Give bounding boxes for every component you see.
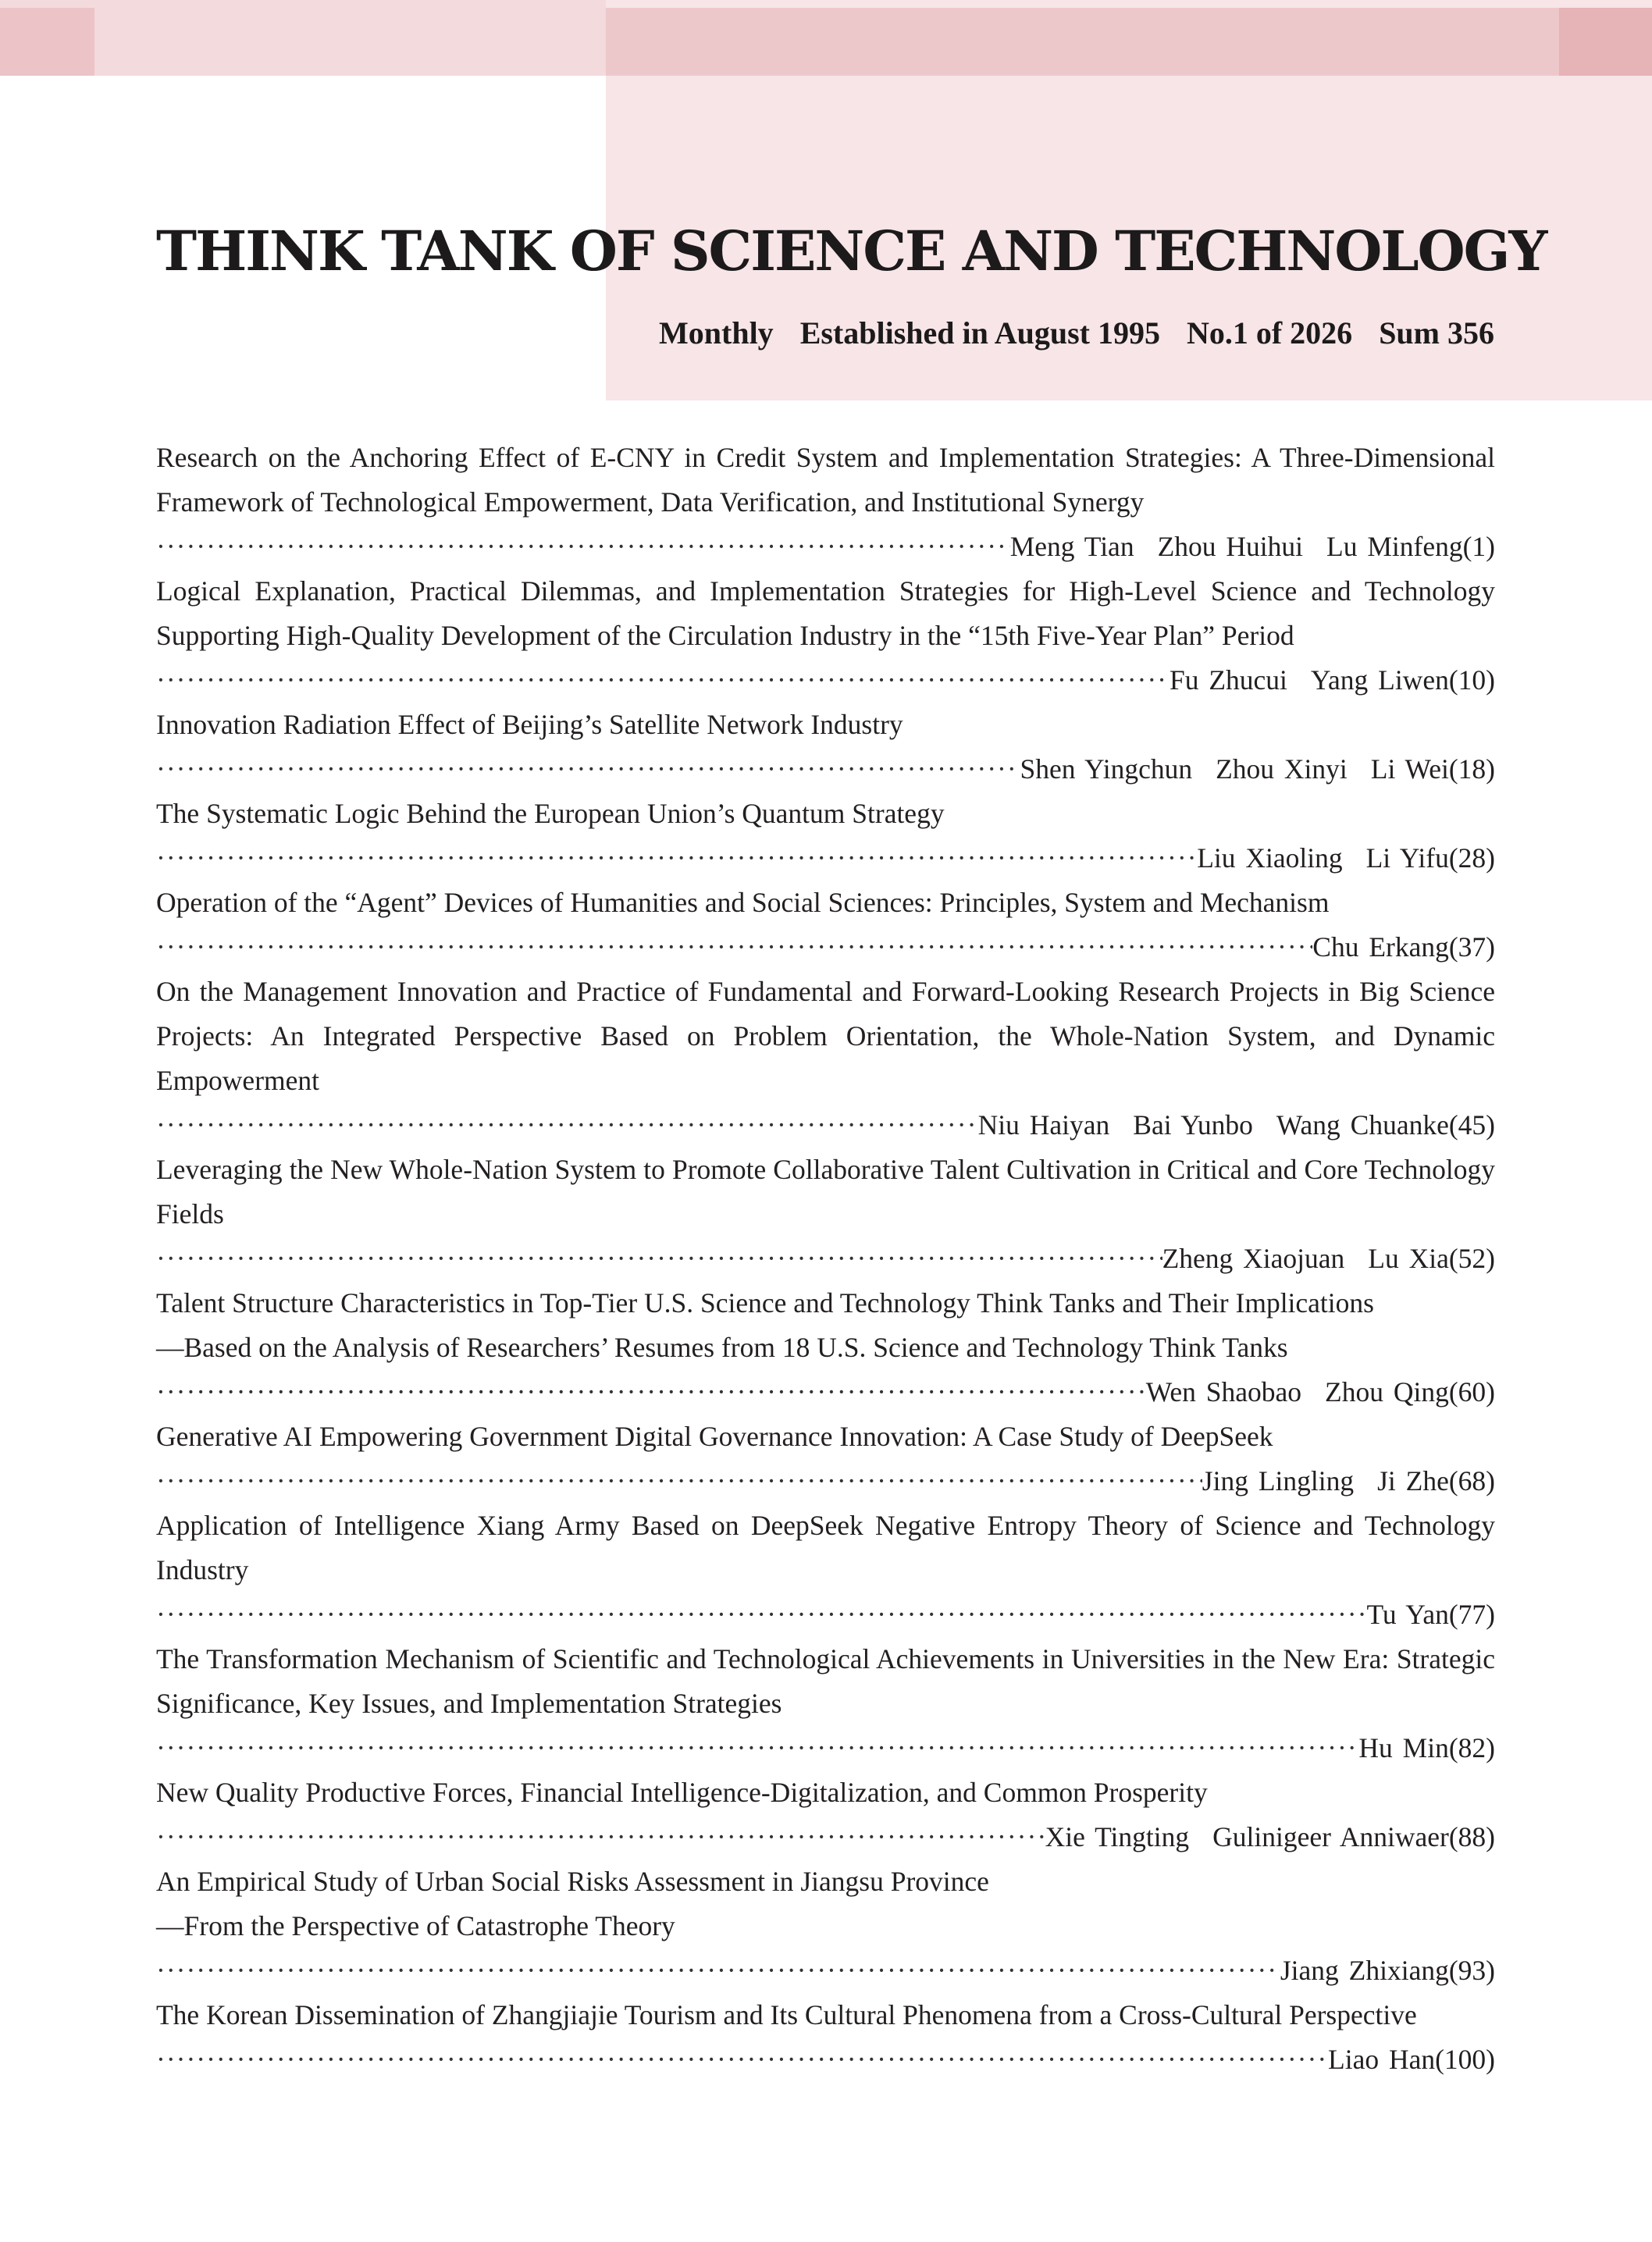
- author-name: Yang Liwen: [1310, 664, 1449, 696]
- page-number: (18): [1448, 753, 1495, 785]
- author-name: Chu Erkang: [1312, 931, 1449, 963]
- article-title: The Transformation Mechanism of Scientific and Technological Achievements in Universities in the New Era: Strategic Significance, Key Issues, and Implementation Strategies: [156, 1643, 1495, 1719]
- article-title: Leveraging the New Whole-Nation System to Promote Collaborative Talent Cultivation in Critical and Core Technology Fields: [156, 1154, 1495, 1230]
- toc-entry[interactable]: [156, 970, 1495, 1148]
- author-name: Xie Tingting: [1045, 1821, 1190, 1852]
- article-title: Talent Structure Characteristics in Top-Tier U.S. Science and Technology Think Tanks and Their Implications: [156, 1287, 1374, 1319]
- dot-leader: [156, 1948, 1280, 1993]
- author-name: Jiang Zhixiang: [1280, 1955, 1449, 1986]
- toc-entry[interactable]: [156, 1281, 1495, 1415]
- page-number: (60): [1448, 1376, 1495, 1407]
- authors: [978, 1103, 1449, 1148]
- journal-title: THINK TANK OF SCIENCE AND TECHNOLOGY: [156, 219, 1547, 283]
- article-title: The Korean Dissemination of Zhangjiajie Tourism and Its Cultural Phenomena from a Cross-Cultural Perspective: [156, 1999, 1417, 2030]
- author-line: [156, 2037, 1495, 2082]
- authors: [1010, 525, 1463, 569]
- header-panel-strip: [606, 8, 1559, 76]
- author-name: Zhou Xinyi: [1216, 753, 1348, 785]
- dot-leader: [156, 658, 1170, 703]
- toc-entry[interactable]: [156, 881, 1495, 970]
- article-subtitle: —From the Perspective of Catastrophe Theory: [156, 1910, 675, 1941]
- dot-leader: [156, 1593, 1367, 1637]
- author-name: Lu Xia: [1368, 1243, 1449, 1274]
- article-title: Generative AI Empowering Government Digital Governance Innovation: A Case Study of DeepSeek: [156, 1421, 1273, 1452]
- article-subtitle: —Based on the Analysis of Researchers’ Resumes from 18 U.S. Science and Technology Think Tanks: [156, 1332, 1288, 1363]
- authors: [1367, 1593, 1449, 1637]
- author-line: [156, 1948, 1495, 1993]
- sum-number: Sum 356: [1379, 315, 1494, 351]
- author-line: [156, 525, 1495, 569]
- authors: [1162, 1237, 1449, 1281]
- page-number: (77): [1448, 1599, 1495, 1630]
- page-number: (82): [1448, 1732, 1495, 1763]
- author-line: [156, 1370, 1495, 1415]
- authors: [1020, 747, 1448, 792]
- dot-leader: [156, 1815, 1045, 1859]
- dot-leader: [156, 1370, 1146, 1415]
- authors: [1045, 1815, 1449, 1859]
- page-number: (28): [1448, 842, 1495, 874]
- page-number: (1): [1462, 531, 1495, 562]
- author-name: Bai Yunbo: [1133, 1109, 1253, 1141]
- page-number: (10): [1448, 664, 1495, 696]
- dot-leader: [156, 2037, 1328, 2082]
- toc-entry[interactable]: [156, 1415, 1495, 1504]
- toc-entry[interactable]: [156, 1637, 1495, 1770]
- author-name: Li Wei: [1370, 753, 1449, 785]
- established: Established in August 1995: [799, 315, 1160, 351]
- author-name: Gulinigeer Anniwaer: [1212, 1821, 1449, 1852]
- dot-leader: [156, 1726, 1358, 1770]
- author-name: Niu Haiyan: [977, 1109, 1110, 1141]
- authors: [1312, 925, 1449, 970]
- toc-entry[interactable]: [156, 703, 1495, 792]
- issue-number: No.1 of 2026: [1186, 315, 1353, 351]
- journal-meta: [659, 315, 1494, 351]
- corner-block-right: [1559, 8, 1652, 76]
- author-name: Zhou Huihui: [1157, 531, 1304, 562]
- author-line: [156, 747, 1495, 792]
- author-name: Wen Shaobao: [1145, 1376, 1302, 1407]
- author-name: Meng Tian: [1009, 531, 1134, 562]
- dot-leader: [156, 747, 1020, 792]
- article-title: Research on the Anchoring Effect of E-CNY in Credit System and Implementation Strategies: A Three-Dimensional Framework of Technological Empowerment, Data Verification, and Institutional Synergy: [156, 442, 1495, 518]
- dot-leader: [156, 925, 1312, 970]
- dot-leader: [156, 1103, 978, 1148]
- author-line: [156, 1815, 1495, 1859]
- dot-leader: [156, 1459, 1202, 1504]
- authors: [1280, 1948, 1449, 1993]
- author-name: Li Yifu: [1365, 842, 1449, 874]
- article-title: Innovation Radiation Effect of Beijing’s Satellite Network Industry: [156, 709, 903, 740]
- author-name: Liu Xiaoling: [1197, 842, 1343, 874]
- article-title: Application of Intelligence Xiang Army Based on DeepSeek Negative Entropy Theory of Science and Technology Industry: [156, 1510, 1495, 1585]
- toc-entry[interactable]: [156, 1770, 1495, 1859]
- article-title: The Systematic Logic Behind the European Union’s Quantum Strategy: [156, 798, 945, 829]
- page-number: (88): [1448, 1821, 1495, 1852]
- article-title: On the Management Innovation and Practice of Fundamental and Forward-Looking Research Projects in Big Science Projects: An Integrated Perspective Based on Problem Orientation, the Whole-Nation System, and Dynamic Empowerment: [156, 976, 1495, 1096]
- author-name: Liao Han: [1328, 2044, 1436, 2075]
- author-line: [156, 1103, 1495, 1148]
- author-name: Shen Yingchun: [1020, 753, 1193, 785]
- author-line: [156, 1459, 1495, 1504]
- authors: [1170, 658, 1449, 703]
- page-number: (45): [1448, 1109, 1495, 1141]
- author-name: Zheng Xiaojuan: [1162, 1243, 1345, 1274]
- frequency: Monthly: [659, 315, 774, 351]
- dot-leader: [156, 1237, 1162, 1281]
- author-name: Zhou Qing: [1325, 1376, 1449, 1407]
- author-name: Wang Chuanke: [1276, 1109, 1449, 1141]
- author-name: Ji Zhe: [1377, 1465, 1449, 1496]
- article-title: New Quality Productive Forces, Financial Intelligence-Digitalization, and Common Prosperity: [156, 1777, 1208, 1808]
- toc-entry[interactable]: [156, 1148, 1495, 1281]
- toc-entry[interactable]: [156, 436, 1495, 569]
- dot-leader: [156, 836, 1197, 881]
- author-name: Fu Zhucui: [1169, 664, 1287, 696]
- authors: [1328, 2037, 1435, 2082]
- authors: [1358, 1726, 1448, 1770]
- page-number: (37): [1448, 931, 1495, 963]
- author-line: [156, 658, 1495, 703]
- authors: [1202, 1459, 1449, 1504]
- toc-entry[interactable]: [156, 1993, 1495, 2082]
- article-title: Logical Explanation, Practical Dilemmas, and Implementation Strategies for High-Level Science and Technology Supporting High-Quality Development of the Circulation Industry in the “15th Five-Year Plan” Period: [156, 575, 1495, 651]
- page-number: (52): [1448, 1243, 1495, 1274]
- author-name: Lu Minfeng: [1326, 531, 1463, 562]
- article-title: An Empirical Study of Urban Social Risks Assessment in Jiangsu Province: [156, 1866, 989, 1897]
- table-of-contents: [156, 436, 1495, 2082]
- authors: [1197, 836, 1449, 881]
- corner-block-left: [0, 8, 94, 76]
- author-name: Jing Lingling: [1202, 1465, 1355, 1496]
- page-number: (100): [1435, 2044, 1495, 2075]
- toc-entry[interactable]: [156, 1859, 1495, 1993]
- dot-leader: [156, 525, 1010, 569]
- page-number: (68): [1448, 1465, 1495, 1496]
- toc-entry[interactable]: [156, 569, 1495, 703]
- author-line: [156, 836, 1495, 881]
- author-name: Hu Min: [1358, 1732, 1449, 1763]
- author-line: [156, 1237, 1495, 1281]
- author-line: [156, 1726, 1495, 1770]
- toc-entry[interactable]: [156, 1504, 1495, 1637]
- author-line: [156, 925, 1495, 970]
- author-line: [156, 1593, 1495, 1637]
- author-name: Tu Yan: [1366, 1599, 1449, 1630]
- toc-entry[interactable]: [156, 792, 1495, 881]
- page-number: (93): [1448, 1955, 1495, 1986]
- authors: [1146, 1370, 1449, 1415]
- article-title: Operation of the “Agent” Devices of Humanities and Social Sciences: Principles, System and Mechanism: [156, 887, 1330, 918]
